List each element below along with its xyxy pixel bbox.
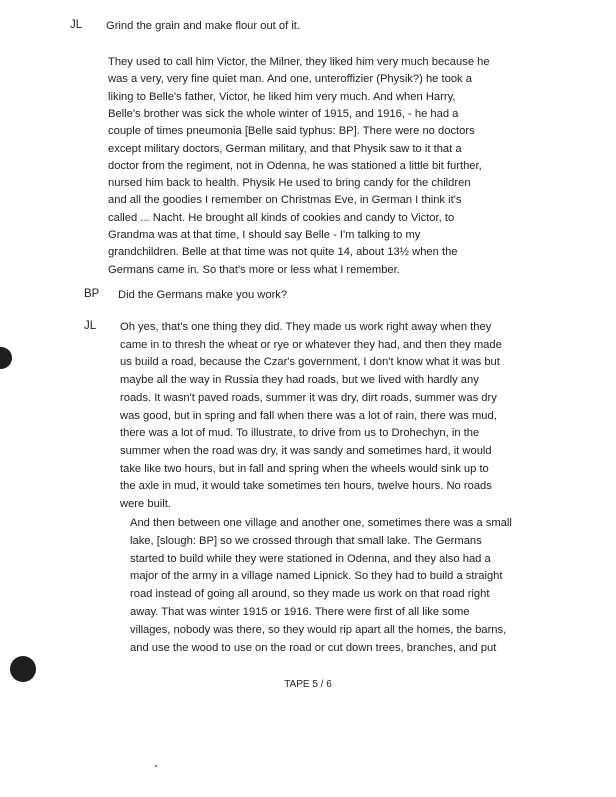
speaker-label: JL: [84, 320, 97, 332]
transcript-line: major of the army in a village named Lipnick. So they had to build a straight: [130, 570, 503, 583]
transcript-line: except military doctors, German military, and that Physik saw to it that a: [108, 142, 462, 155]
transcript-line: Oh yes, that's one thing they did. They made us work right away when they: [120, 321, 492, 333]
transcript-line: and use the wood to use on the road or cut down trees, branches, and put: [130, 641, 497, 654]
transcript-line: and all the goodies I remember on Christmas Eve, in German I think it's: [108, 194, 462, 207]
transcript-line: take like two hours, but in fall and spring when the wheels would sink up to: [120, 462, 489, 475]
transcript-line: Germans came in. So that's more or less what I remember.: [108, 263, 400, 276]
transcript-line: summer when the road was dry, it was sandy and sometimes hard, it would: [120, 444, 492, 457]
transcript-line: lake, [slough: BP] so we crossed through that small lake. The Germans: [130, 534, 482, 547]
transcript-line: nursed him back to health. Physik He used to bring candy for the children: [108, 177, 471, 190]
transcript-line: maybe all the way in Russia they had roads, but we lived with hardly any: [120, 374, 479, 387]
transcript-line: Grind the grain and make flour out of it.: [106, 20, 301, 32]
transcript-line: liking to Belle's father, Victor, he liked him very much. And when Harry,: [108, 90, 456, 103]
page-footer: TAPE 5 / 6: [284, 679, 332, 690]
transcript-line: the axle in mud, it would take sometimes ten hours, twelve hours. No roads: [120, 480, 492, 493]
transcript-line: us build a road, because the Czar's government, I don't know what it was but: [120, 356, 500, 369]
transcript-line: roads. It wasn't paved roads, summer it was dry, dirt roads, summer was dry: [120, 391, 497, 404]
transcript-line: couple of times pneumonia [Belle said typhus: BP]. There were no doctors: [108, 125, 475, 138]
transcript-line: villages, nobody was there, so they would rip apart all the homes, the barns,: [130, 623, 507, 636]
scan-speck: [155, 765, 157, 767]
transcript-line: Belle's brother was sick the whole winter of 1915, and 1916, - he had a: [108, 107, 459, 120]
transcript-line: And then between one village and another one, sometimes there was a small: [130, 517, 512, 529]
transcript-line: came in to thresh the wheat or rye or whatever they had, and then they made: [120, 338, 502, 351]
speaker-label: JL: [70, 19, 83, 31]
transcript-line: doctor from the regiment, not in Odenna, he was stationed a little bit further,: [108, 159, 482, 172]
transcript-line: Grandma was at that time, I should say Belle - I'm talking to my: [108, 229, 421, 241]
transcript-line: They used to call him Victor, the Milner, they liked him very much because he: [108, 56, 490, 68]
transcript-line: called ... Nacht. He brought all kinds of cookies and candy to Victor, to: [108, 211, 455, 224]
transcript-line: away. That was winter 1915 or 1916. There were first of all like some: [130, 606, 470, 618]
transcript-line: were built.: [120, 498, 171, 510]
transcript-line: grandchildren. Belle at that time was not quite 14, about 13½ when the: [108, 246, 458, 259]
transcript-line: Did the Germans make you work?: [118, 289, 288, 301]
transcript-line: was a very, very fine quiet man. And one, unteroffizier (Physik?) he took a: [108, 73, 472, 86]
transcript-line: started to build while they were stationed in Odenna, and they also had a: [130, 552, 491, 565]
transcript-line: road instead of going all around, so they made us work on that road right: [130, 588, 490, 601]
speaker-label: BP: [84, 288, 100, 300]
binder-hole-left: [0, 347, 12, 369]
transcript-line: there was a lot of mud. To illustrate, to drive from us to Drohechyn, in the: [120, 427, 480, 440]
transcript-line: was good, but in spring and fall when there was a lot of rain, there was mud,: [120, 409, 497, 422]
